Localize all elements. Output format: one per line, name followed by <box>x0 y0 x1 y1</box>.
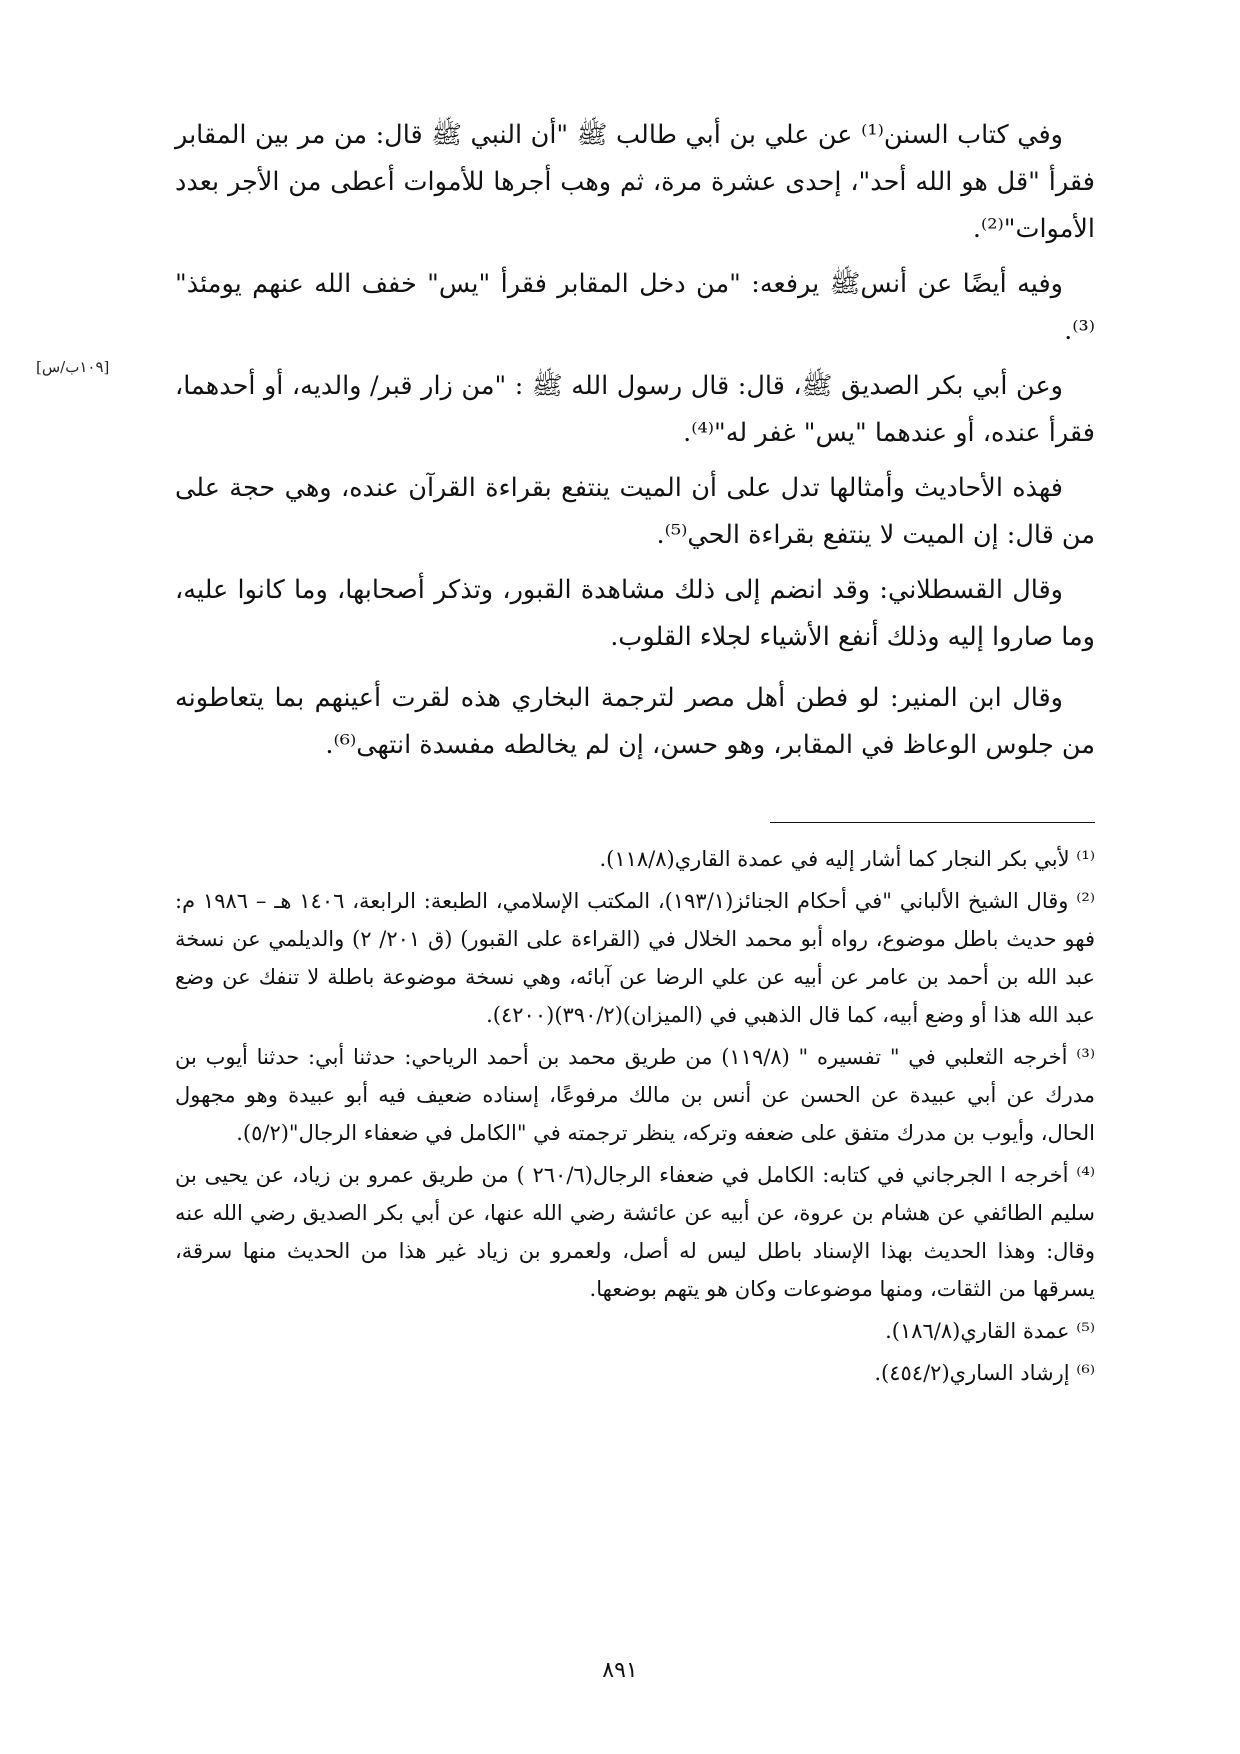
paragraph-4: فهذه الأحاديث وأمثالها تدل على أن الميت ينتفع بقراءة القرآن عنده، وهي حجة على من قال: إن الميت لا ينتفع بقراءة الحي⁽⁵⁾. <box>175 473 1095 550</box>
page-number: ٨٩١ <box>602 1658 638 1683</box>
paragraph-6: وقال ابن المنير: لو فطن أهل مصر لترجمة البخاري هذه لقرت أعينهم بما يتعاطونه من جلوس الوعاظ في المقابر، وهو حسن، إن لم يخالطه مفسدة انتهى⁽⁶⁾. <box>175 683 1095 760</box>
paragraph-1: وفي كتاب السنن⁽¹⁾ عن علي بن أبي طالب ﷺ "أن النبي ﷺ قال: من مر بين المقابر فقرأ "قل هو الله أحد"، إحدى عشرة مرة، ثم وهب أجرها للأموات أعطى من الأجر بعدد الأموات"⁽²⁾. <box>175 120 1095 244</box>
paragraph-5: وقال القسطلاني: وقد انضم إلى ذلك مشاهدة القبور، وتذكر أصحابها، وما كانوا عليه، وما صاروا إليه وذلك أنفع الأشياء لجلاء القلوب. <box>175 575 1095 652</box>
footnote-3: ⁽³⁾ أخرجه الثعلبي في " تفسيره " (١١٩/٨) من طريق محمد بن أحمد الرياحي: حدثنا أبي: حدثنا أيوب بن مدرك عن أبي عبيدة عن الحسن عن أنس بن مالك مرفوعًا، إسناده ضعيف فيه أبو عبيدة وهو مجهول الحال، وأيوب بن مدرك متفق على ضعفه وتركه، ينظر ترجمته في "الكامل في ضعفاء الرجال"(٥/٢). <box>175 1045 1095 1145</box>
footnote-5: ⁽⁵⁾ عمدة القاري(١٨٦/٨). <box>885 1319 1095 1343</box>
footnote-6: ⁽⁶⁾ إرشاد الساري(٤٥٤/٢). <box>874 1361 1095 1385</box>
paragraph-3: وعن أبي بكر الصديق ﷺ، قال: قال رسول الله ﷺ : "من زار قبر/ والديه، أو أحدهما، فقرأ عنده، أو عندهما "يس" غفر له"⁽⁴⁾. <box>175 371 1095 448</box>
footnotes <box>175 840 1095 1396</box>
footnote-1: ⁽¹⁾ لأبي بكر النجار كما أشار إليه في عمدة القاري(١١٨/٨). <box>599 847 1095 871</box>
footnote-2: ⁽²⁾ وقال الشيخ الألباني "في أحكام الجنائز(١٩٣/١)، المكتب الإسلامي، الطبعة: الرابعة، ١٤٠٦ هـ – ١٩٨٦ م: فهو حديث باطل موضوع، رواه أبو محمد الخلال في (القراءة على القبور) (ق ٢٠١/ ٢) والديلمي عن نسخة عبد الله بن أحمد بن عامر عن أبيه عن علي الرضا عن آبائه، وهي نسخة موضوعة باطلة لا تنفك عن وضع عبد الله هذا أو وضع أبيه، كما قال الذهبي في (الميزان)(٣٩٠/٢)(٤٢٠٠). <box>175 889 1095 1027</box>
paragraph-2: وفيه أيضًا عن أنسﷺ يرفعه: "من دخل المقابر فقرأ "يس" خفف الله عنهم يومئذ" ⁽³⁾. <box>175 269 1095 346</box>
footnote-4: ⁽⁴⁾ أخرجه ا الجرجاني في كتابه: الكامل في ضعفاء الرجال(٢٦٠/٦ ) من طريق عمرو بن زياد، عن يحيى بن سليم الطائفي عن هشام بن عروة، عن أبيه عن عائشة رضي الله عنها، عن أبي بكر الصديق رضي الله عنه وقال: وهذا الحديث بهذا الإسناد باطل ليس له أصل، ولعمرو بن زياد غير هذا من الحديث منها سرقة، يسرقها من الثقات، ومنها موضوعات وكان هو يتهم بوضعها. <box>175 1163 1095 1301</box>
margin-folio-note: [١٠٩ب/س] <box>36 358 110 376</box>
main-text <box>175 112 1095 777</box>
footnote-separator <box>770 822 1095 823</box>
